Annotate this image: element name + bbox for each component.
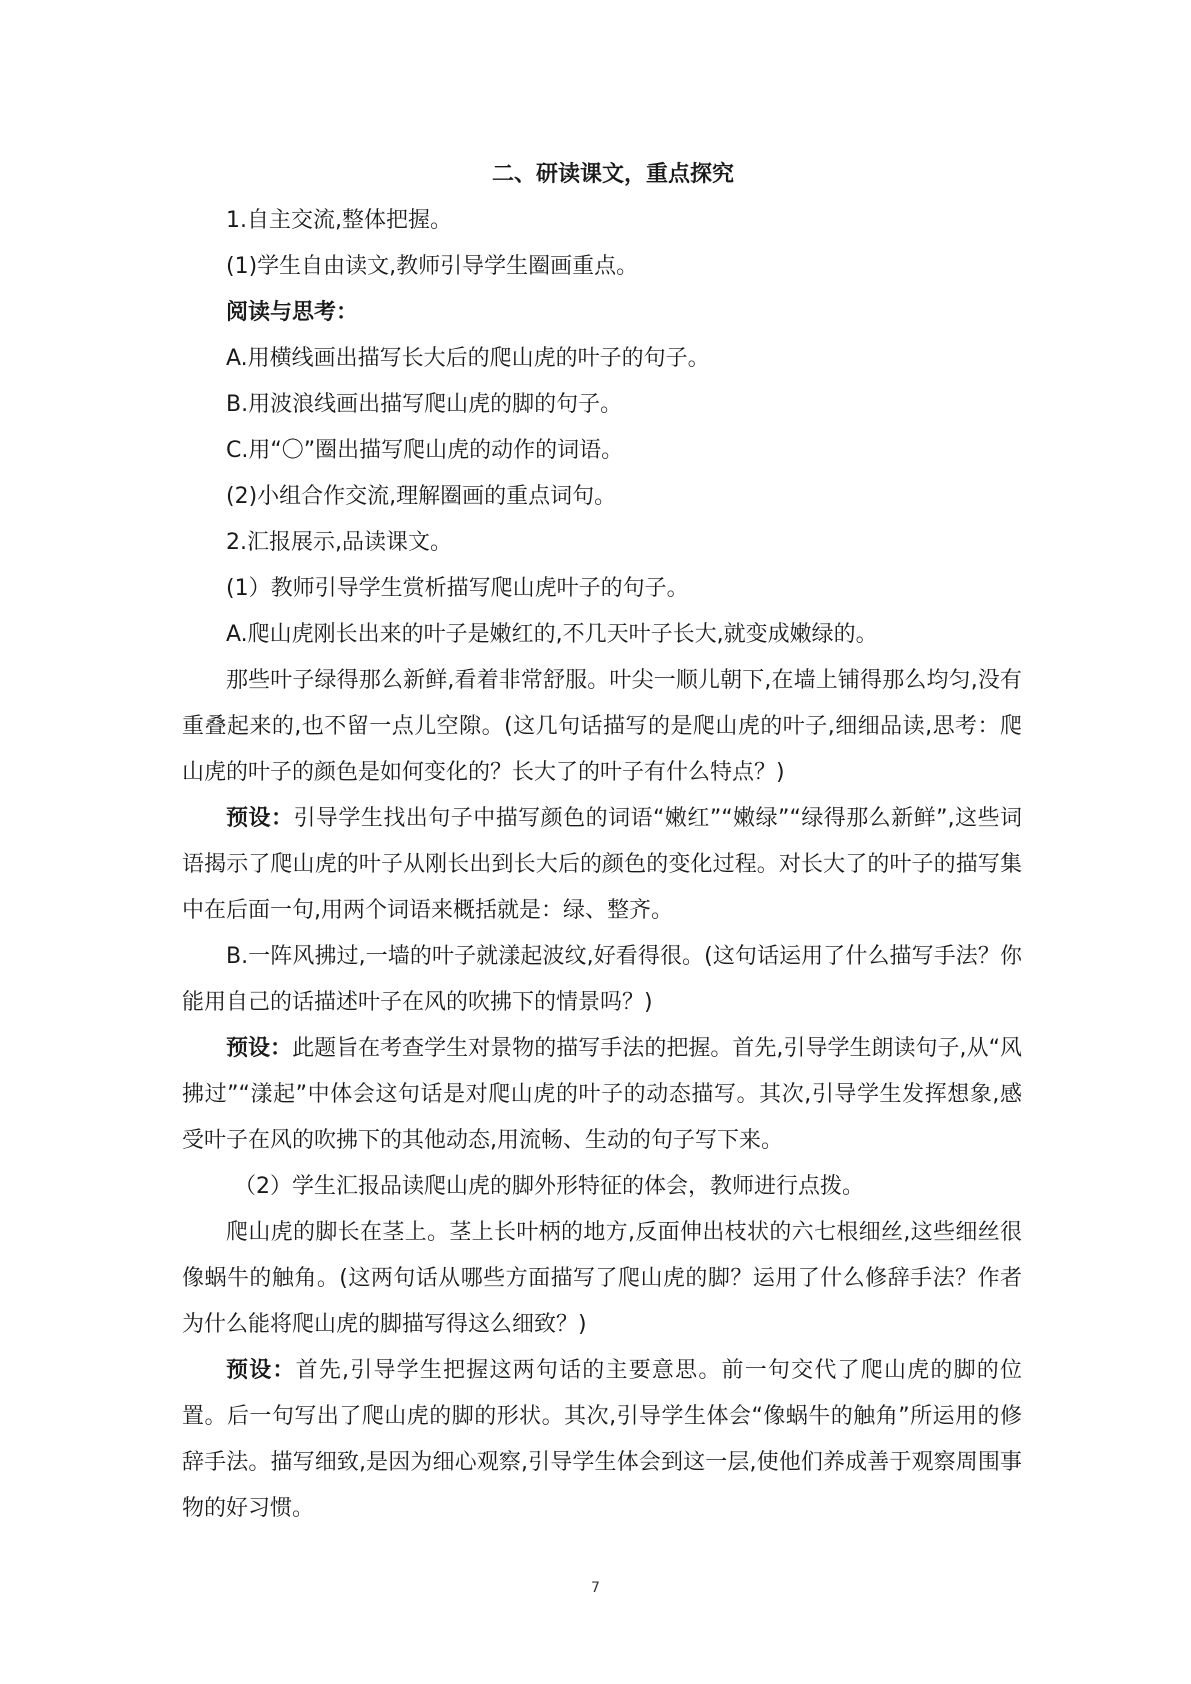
paragraph-feet: 爬山虎的脚长在茎上。茎上长叶柄的地方,反面伸出枝状的六七根细丝,这些细丝很像蜗牛的触角。(这两句话从哪些方面描写了爬山虎的脚？运用了什么修辞手法？作者为什么能将爬山虎的脚描写得这么细致？) (182, 1220, 1022, 1337)
preset-text: 引导学生找出句子中描写颜色的词语“嫩红”“嫩绿”“绿得那么新鲜”,这些词语揭示了爬山虎的叶子从刚长出到长大后的颜色的变化过程。对长大了的叶子的描写集中在后面一句,用两个词语来概括就是：绿、整齐。 (182, 806, 1022, 923)
paragraph-step-2: 2.汇报展示,品读课文。 (226, 530, 452, 555)
preset-2 (182, 1026, 1022, 1164)
task-a: A.用横线画出描写长大后的爬山虎的叶子的句子。 (226, 346, 710, 371)
preset-text: 首先,引导学生把握这两句话的主要意思。前一句交代了爬山虎的脚的位置。后一句写出了爬山虎的脚的形状。其次,引导学生体会“像蜗牛的触角”所运用的修辞手法。描写细致,是因为细心观察,引导学生体会到这一层,使他们养成善于观察周围事物的好习惯。 (182, 1358, 1022, 1521)
paragraph-step-1-2: (2)小组合作交流,理解圈画的重点词句。 (226, 484, 617, 509)
task-c: C.用“〇”圈出描写爬山虎的动作的词语。 (226, 438, 624, 463)
paragraph-step-1-1: (1)学生自由读文,教师引导学生圈画重点。 (226, 254, 639, 279)
paragraph-step-1: 1.自主交流,整体把握。 (226, 208, 452, 233)
sentence-a: A.爬山虎刚长出来的叶子是嫩红的,不几天叶子长大,就变成嫩绿的。 (226, 622, 878, 647)
paragraph-step-2-2: （2）学生汇报品读爬山虎的脚外形特征的体会，教师进行点拨。 (234, 1174, 864, 1199)
sentence-b: B.一阵风拂过,一墙的叶子就漾起波纹,好看得很。(这句话运用了什么描写手法？你能用自己的话描述叶子在风的吹拂下的情景吗？) (182, 944, 1022, 1015)
preset-1 (182, 796, 1022, 934)
page-number: 7 (591, 1580, 600, 1596)
reading-thinking-heading: 阅读与思考： (226, 300, 359, 325)
preset-label: 预设： (226, 806, 294, 831)
preset-label: 预设： (226, 1358, 296, 1383)
section-heading: 二、研读课文，重点探究 (491, 162, 734, 187)
preset-text: 此题旨在考查学生对景物的描写手法的把握。首先,引导学生朗读句子,从“风拂过”“漾起”中体会这句话是对爬山虎的叶子的动态描写。其次,引导学生发挥想象,感受叶子在风的吹拂下的其他动态,用流畅、生动的句子写下来。 (182, 1036, 1022, 1153)
paragraph-leaves: 那些叶子绿得那么新鲜,看着非常舒服。叶尖一顺儿朝下,在墙上铺得那么均匀,没有重叠起来的,也不留一点儿空隙。(这几句话描写的是爬山虎的叶子,细细品读,思考：爬山虎的叶子的颜色是如何变化的？长大了的叶子有什么特点？) (182, 668, 1022, 785)
paragraph-step-2-1: (1）教师引导学生赏析描写爬山虎叶子的句子。 (226, 576, 689, 601)
task-b: B.用波浪线画出描写爬山虎的脚的句子。 (226, 392, 623, 417)
preset-3 (182, 1348, 1022, 1532)
document-body (182, 152, 1022, 1532)
preset-label: 预设： (226, 1036, 293, 1061)
